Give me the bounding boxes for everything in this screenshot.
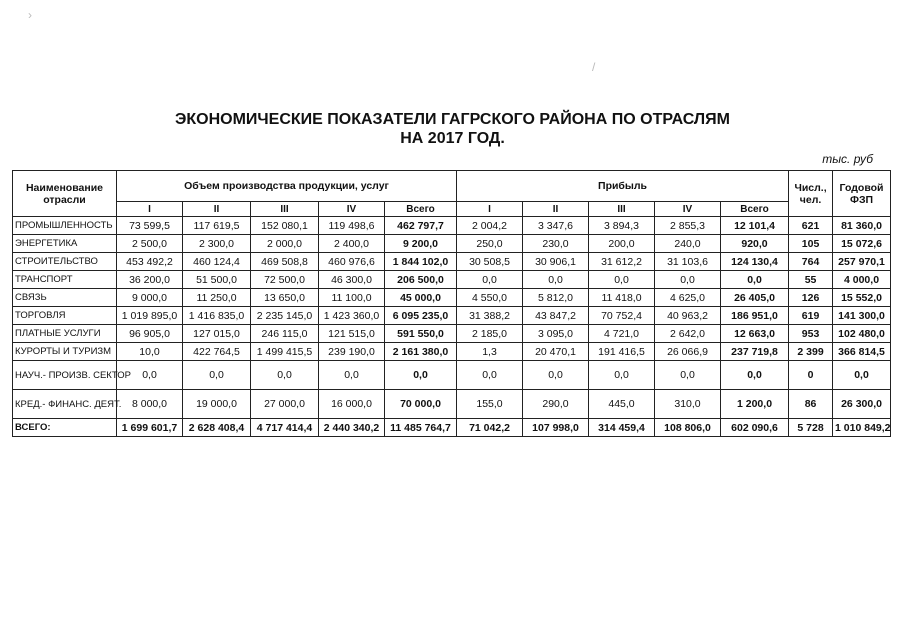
value-cell-p1: 2 004,2 <box>457 217 523 235</box>
value-cell-v3: 2 235 145,0 <box>251 307 319 325</box>
value-cell-fund: 15 552,0 <box>833 289 891 307</box>
value-cell-vt: 591 550,0 <box>385 325 457 343</box>
table-row <box>13 325 891 343</box>
header-q3: III <box>589 202 655 217</box>
value-cell-v1: 1 699 601,7 <box>117 419 183 437</box>
value-cell-pt: 12 101,4 <box>721 217 789 235</box>
value-cell-staff: 2 399 <box>789 343 833 361</box>
value-cell-v1: 1 019 895,0 <box>117 307 183 325</box>
header-q3: III <box>251 202 319 217</box>
table-row <box>13 235 891 253</box>
value-cell-pt: 0,0 <box>721 271 789 289</box>
value-cell-v1: 36 200,0 <box>117 271 183 289</box>
value-cell-staff: 5 728 <box>789 419 833 437</box>
value-cell-p4: 0,0 <box>655 271 721 289</box>
value-cell-p2: 3 095,0 <box>523 325 589 343</box>
value-cell-p1: 30 508,5 <box>457 253 523 271</box>
value-cell-v3: 2 000,0 <box>251 235 319 253</box>
header-fund: Годовой ФЗП <box>833 171 891 217</box>
header-q1: I <box>457 202 523 217</box>
value-cell-p4: 2 855,3 <box>655 217 721 235</box>
value-cell-p4: 0,0 <box>655 361 721 390</box>
value-cell-vt: 6 095 235,0 <box>385 307 457 325</box>
value-cell-v2: 19 000,0 <box>183 390 251 419</box>
header-name: Наименование отрасли <box>13 171 117 217</box>
row-name-cell: ВСЕГО: <box>13 419 117 437</box>
value-cell-v4: 239 190,0 <box>319 343 385 361</box>
value-cell-v2: 1 416 835,0 <box>183 307 251 325</box>
value-cell-v2: 51 500,0 <box>183 271 251 289</box>
value-cell-fund: 1 010 849,2 <box>833 419 891 437</box>
table-row <box>13 390 891 419</box>
value-cell-p2: 107 998,0 <box>523 419 589 437</box>
value-cell-vt: 11 485 764,7 <box>385 419 457 437</box>
value-cell-v3: 1 499 415,5 <box>251 343 319 361</box>
value-cell-v3: 13 650,0 <box>251 289 319 307</box>
economic-indicators-table <box>12 170 891 437</box>
value-cell-v1: 2 500,0 <box>117 235 183 253</box>
value-cell-v2: 2 628 408,4 <box>183 419 251 437</box>
value-cell-fund: 15 072,6 <box>833 235 891 253</box>
scan-mark: › <box>28 8 32 22</box>
value-cell-p2: 5 812,0 <box>523 289 589 307</box>
value-cell-fund: 141 300,0 <box>833 307 891 325</box>
value-cell-vt: 9 200,0 <box>385 235 457 253</box>
value-cell-p3: 0,0 <box>589 271 655 289</box>
value-cell-p3: 314 459,4 <box>589 419 655 437</box>
value-cell-pt: 237 719,8 <box>721 343 789 361</box>
title-line-1: ЭКОНОМИЧЕСКИЕ ПОКАЗАТЕЛИ ГАГРСКОГО РАЙОНА ПО ОТРАСЛЯМ <box>175 111 730 128</box>
value-cell-p3: 70 752,4 <box>589 307 655 325</box>
value-cell-p3: 31 612,2 <box>589 253 655 271</box>
header-q1: I <box>117 202 183 217</box>
value-cell-v2: 460 124,4 <box>183 253 251 271</box>
value-cell-p3: 11 418,0 <box>589 289 655 307</box>
header-total: Всего <box>385 202 457 217</box>
value-cell-v4: 11 100,0 <box>319 289 385 307</box>
unit-label: тыс. руб <box>822 152 873 166</box>
row-name-cell: ТОРГОВЛЯ <box>13 307 117 325</box>
value-cell-v2: 127 015,0 <box>183 325 251 343</box>
value-cell-pt: 12 663,0 <box>721 325 789 343</box>
row-name-cell: НАУЧ.- ПРОИЗВ. СЕКТОР <box>13 361 117 390</box>
table-row <box>13 307 891 325</box>
value-cell-p4: 40 963,2 <box>655 307 721 325</box>
table-row <box>13 361 891 390</box>
value-cell-v2: 117 619,5 <box>183 217 251 235</box>
header-q4: IV <box>319 202 385 217</box>
value-cell-p1: 4 550,0 <box>457 289 523 307</box>
value-cell-p4: 31 103,6 <box>655 253 721 271</box>
row-name-cell: КУРОРТЫ И ТУРИЗМ <box>13 343 117 361</box>
value-cell-p3: 445,0 <box>589 390 655 419</box>
value-cell-v1: 453 492,2 <box>117 253 183 271</box>
value-cell-v3: 469 508,8 <box>251 253 319 271</box>
value-cell-v3: 27 000,0 <box>251 390 319 419</box>
value-cell-vt: 206 500,0 <box>385 271 457 289</box>
value-cell-staff: 86 <box>789 390 833 419</box>
value-cell-p2: 230,0 <box>523 235 589 253</box>
table-row <box>13 343 891 361</box>
value-cell-vt: 0,0 <box>385 361 457 390</box>
value-cell-p1: 155,0 <box>457 390 523 419</box>
value-cell-staff: 126 <box>789 289 833 307</box>
title-line-2: НА 2017 ГОД. <box>400 130 505 147</box>
value-cell-v1: 73 599,5 <box>117 217 183 235</box>
value-cell-p1: 250,0 <box>457 235 523 253</box>
table-row <box>13 419 891 437</box>
value-cell-p4: 240,0 <box>655 235 721 253</box>
value-cell-fund: 102 480,0 <box>833 325 891 343</box>
value-cell-p1: 0,0 <box>457 271 523 289</box>
value-cell-vt: 45 000,0 <box>385 289 457 307</box>
value-cell-p2: 3 347,6 <box>523 217 589 235</box>
value-cell-pt: 26 405,0 <box>721 289 789 307</box>
row-name-cell: ТРАНСПОРТ <box>13 271 117 289</box>
value-cell-staff: 619 <box>789 307 833 325</box>
value-cell-v4: 2 400,0 <box>319 235 385 253</box>
value-cell-fund: 257 970,1 <box>833 253 891 271</box>
header-volume: Объем производства продукции, услуг <box>117 171 457 202</box>
value-cell-vt: 70 000,0 <box>385 390 457 419</box>
value-cell-p2: 30 906,1 <box>523 253 589 271</box>
value-cell-v2: 11 250,0 <box>183 289 251 307</box>
value-cell-p2: 290,0 <box>523 390 589 419</box>
row-name-cell: СВЯЗЬ <box>13 289 117 307</box>
value-cell-p3: 4 721,0 <box>589 325 655 343</box>
table-row <box>13 253 891 271</box>
value-cell-p4: 26 066,9 <box>655 343 721 361</box>
value-cell-p4: 4 625,0 <box>655 289 721 307</box>
value-cell-v2: 2 300,0 <box>183 235 251 253</box>
value-cell-vt: 1 844 102,0 <box>385 253 457 271</box>
value-cell-v3: 152 080,1 <box>251 217 319 235</box>
value-cell-fund: 4 000,0 <box>833 271 891 289</box>
document-title <box>0 110 905 148</box>
row-name-cell: КРЕД.- ФИНАНС. ДЕЯТ. <box>13 390 117 419</box>
value-cell-pt: 124 130,4 <box>721 253 789 271</box>
value-cell-v3: 0,0 <box>251 361 319 390</box>
value-cell-vt: 462 797,7 <box>385 217 457 235</box>
header-total: Всего <box>721 202 789 217</box>
row-name-cell: СТРОИТЕЛЬСТВО <box>13 253 117 271</box>
value-cell-p4: 2 642,0 <box>655 325 721 343</box>
table-row <box>13 289 891 307</box>
value-cell-p2: 20 470,1 <box>523 343 589 361</box>
value-cell-v2: 0,0 <box>183 361 251 390</box>
value-cell-p3: 3 894,3 <box>589 217 655 235</box>
value-cell-p3: 191 416,5 <box>589 343 655 361</box>
value-cell-staff: 621 <box>789 217 833 235</box>
value-cell-staff: 764 <box>789 253 833 271</box>
value-cell-pt: 0,0 <box>721 361 789 390</box>
value-cell-staff: 55 <box>789 271 833 289</box>
value-cell-v3: 72 500,0 <box>251 271 319 289</box>
value-cell-v4: 1 423 360,0 <box>319 307 385 325</box>
value-cell-p1: 31 388,2 <box>457 307 523 325</box>
value-cell-v1: 9 000,0 <box>117 289 183 307</box>
value-cell-p1: 0,0 <box>457 361 523 390</box>
value-cell-v4: 2 440 340,2 <box>319 419 385 437</box>
value-cell-pt: 920,0 <box>721 235 789 253</box>
scan-mark: / <box>592 60 596 74</box>
value-cell-v3: 246 115,0 <box>251 325 319 343</box>
value-cell-v2: 422 764,5 <box>183 343 251 361</box>
value-cell-v1: 0,0 <box>117 361 183 390</box>
value-cell-v1: 8 000,0 <box>117 390 183 419</box>
value-cell-v4: 0,0 <box>319 361 385 390</box>
value-cell-p4: 310,0 <box>655 390 721 419</box>
value-cell-p2: 0,0 <box>523 361 589 390</box>
value-cell-pt: 1 200,0 <box>721 390 789 419</box>
value-cell-p3: 200,0 <box>589 235 655 253</box>
value-cell-v4: 46 300,0 <box>319 271 385 289</box>
value-cell-p1: 71 042,2 <box>457 419 523 437</box>
header-q4: IV <box>655 202 721 217</box>
value-cell-staff: 0 <box>789 361 833 390</box>
value-cell-pt: 186 951,0 <box>721 307 789 325</box>
value-cell-pt: 602 090,6 <box>721 419 789 437</box>
value-cell-v1: 96 905,0 <box>117 325 183 343</box>
value-cell-fund: 81 360,0 <box>833 217 891 235</box>
value-cell-p3: 0,0 <box>589 361 655 390</box>
row-name-cell: ЭНЕРГЕТИКА <box>13 235 117 253</box>
value-cell-v1: 10,0 <box>117 343 183 361</box>
value-cell-v4: 16 000,0 <box>319 390 385 419</box>
value-cell-p1: 2 185,0 <box>457 325 523 343</box>
header-q2: II <box>183 202 251 217</box>
header-staff: Числ., чел. <box>789 171 833 217</box>
value-cell-v4: 121 515,0 <box>319 325 385 343</box>
value-cell-v3: 4 717 414,4 <box>251 419 319 437</box>
value-cell-p2: 43 847,2 <box>523 307 589 325</box>
header-q2: II <box>523 202 589 217</box>
value-cell-v4: 119 498,6 <box>319 217 385 235</box>
value-cell-vt: 2 161 380,0 <box>385 343 457 361</box>
table-row <box>13 217 891 235</box>
value-cell-v4: 460 976,6 <box>319 253 385 271</box>
value-cell-staff: 105 <box>789 235 833 253</box>
value-cell-fund: 366 814,5 <box>833 343 891 361</box>
table-row <box>13 271 891 289</box>
value-cell-staff: 953 <box>789 325 833 343</box>
value-cell-p2: 0,0 <box>523 271 589 289</box>
value-cell-p4: 108 806,0 <box>655 419 721 437</box>
value-cell-fund: 0,0 <box>833 361 891 390</box>
row-name-cell: ПЛАТНЫЕ УСЛУГИ <box>13 325 117 343</box>
row-name-cell: ПРОМЫШЛЕННОСТЬ <box>13 217 117 235</box>
value-cell-fund: 26 300,0 <box>833 390 891 419</box>
header-profit: Прибыль <box>457 171 789 202</box>
value-cell-p1: 1,3 <box>457 343 523 361</box>
